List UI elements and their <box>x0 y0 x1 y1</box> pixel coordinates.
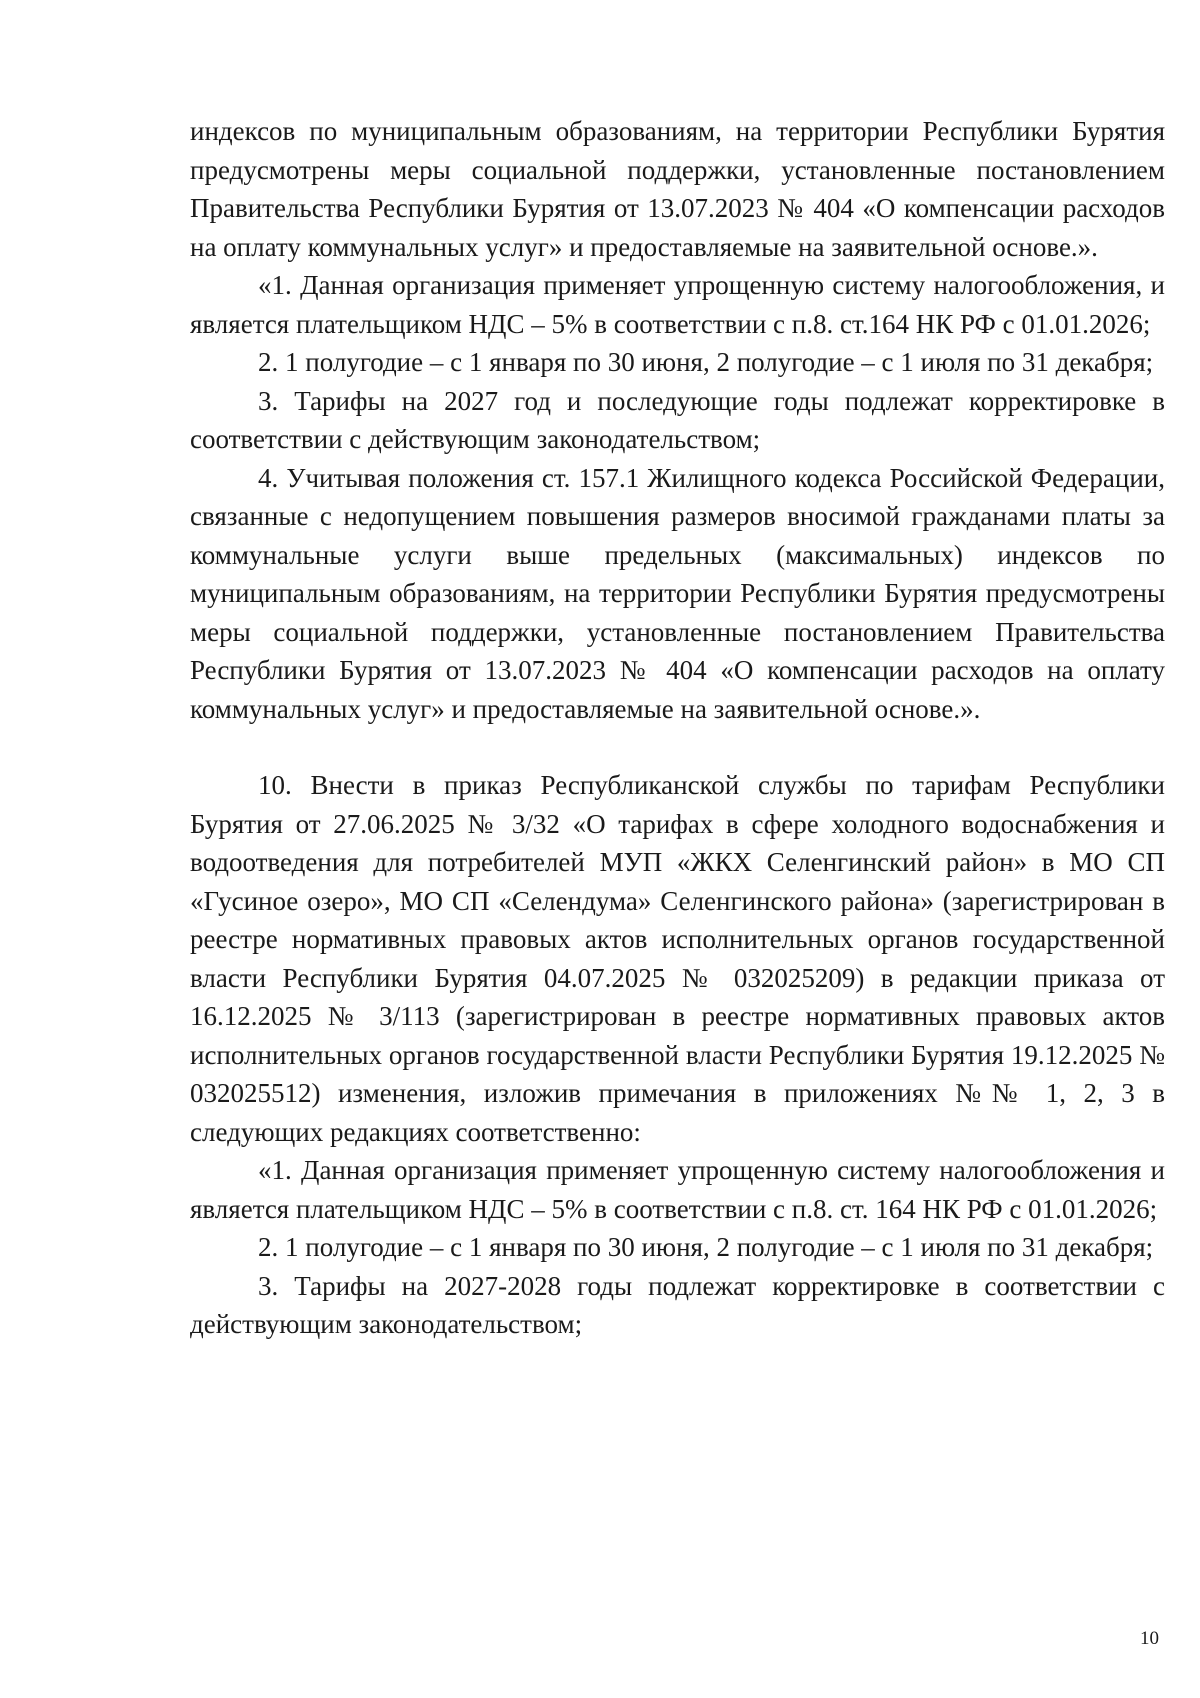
note-item-2: 2. 1 полугодие – с 1 января по 30 июня, 2 полугодие – с 1 июля по 31 декабря; <box>258 347 1154 377</box>
paragraph: индексов по муниципальным образованиям, на территории Республики Бурятия предусмотрены меры социальной поддержки, установленные постановлением Правительства Республики Бурятия от 13.07.2023 № 404 «О компенсации расходов на оплату коммунальных услуг» и предоставляемые на заявительной основе.». <box>190 116 1165 262</box>
clause-10: 10. Внести в приказ Республиканской службы по тарифам Республики Бурятия от 27.06.2025 № 3/32 «О тарифах в сфере холодного водоснабжения и водоотведения для потребителей МУП «ЖКХ Селенгинский район» в МО СП «Гусиное озеро», МО СП «Селендума» Селенгинского района» (зарегистрирован в реестре нормативных правовых актов исполнительных органов государственной власти Республики Бурятия 04.07.2025 № 032025209) в редакции приказа от 16.12.2025 № 3/113 (зарегистрирован в реестре нормативных правовых актов исполнительных органов государственной власти Республики Бурятия 19.12.2025 № 032025512) изменения, изложив примечания в приложениях №№ 1, 2, 3 в следующих редакциях соответственно: <box>190 770 1165 1147</box>
note-item-3: 3. Тарифы на 2027-2028 годы подлежат корректировке в соответствии с действующим законодательством; <box>190 1270 1165 1339</box>
note-item-4: 4. Учитывая положения ст. 157.1 Жилищного кодекса Российской Федерации, связанные с недопущением повышения размеров вносимой гражданами платы за коммунальные услуги выше предельных (максимальных) индексов по муниципальным образованиям, на территории Республики Бурятия предусмотрены меры социальной поддержки, установленные постановлением Правительства Республики Бурятия от 13.07.2023 № 404 «О компенсации расходов на оплату коммунальных услуг» и предоставляемые на заявительной основе.». <box>190 462 1165 724</box>
note-item-2: 2. 1 полугодие – с 1 января по 30 июня, 2 полугодие – с 1 июля по 31 декабря; <box>258 1232 1154 1262</box>
note-item-1: «1. Данная организация применяет упрощенную систему налогообложения, и является плательщиком НДС – 5% в соответствии с п.8. ст.164 НК РФ с 01.01.2026; <box>190 270 1165 339</box>
paragraph-gap <box>190 728 1165 766</box>
note-item-1: «1. Данная организация применяет упрощенную систему налогообложения и является плательщиком НДС – 5% в соответствии с п.8. ст. 164 НК РФ с 01.01.2026; <box>190 1155 1165 1224</box>
page-number: 10 <box>1140 1628 1159 1649</box>
document-body <box>190 112 1165 1344</box>
note-item-3: 3. Тарифы на 2027 год и последующие годы подлежат корректировке в соответствии с действующим законодательством; <box>190 385 1165 454</box>
